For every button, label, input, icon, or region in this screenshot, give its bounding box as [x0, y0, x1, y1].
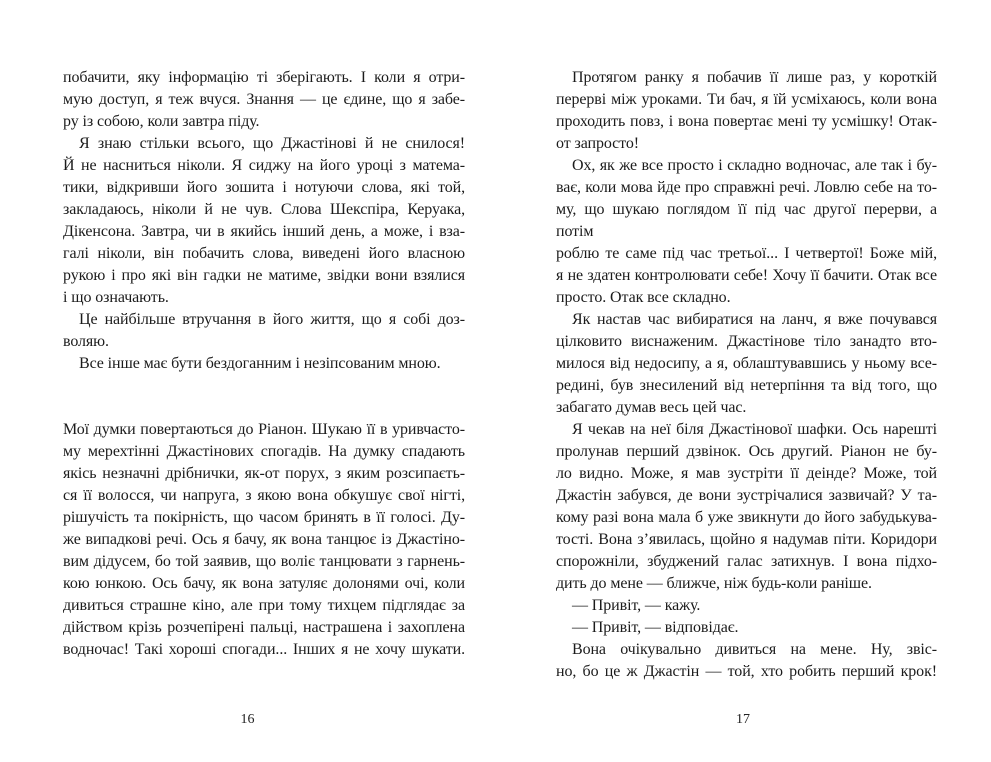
page-number-right: 17 [736, 712, 750, 727]
text-line: вим дідусем, бо той заявив, що воліє танцювати з гарнень- [63, 553, 465, 570]
paragraph [556, 419, 937, 595]
paragraph [63, 309, 465, 353]
paragraph [556, 617, 937, 639]
text-line: рукою і про які він гадки не матиме, звідки вони взялися [63, 267, 465, 284]
text-line: ло видно. Може, я мав зустріти її деінде? Може, той [556, 465, 937, 482]
book-page-left [63, 67, 465, 661]
text-line: Я знаю стільки всього, що Джастінові й не снилося! [79, 135, 465, 152]
book-page-right [556, 67, 937, 683]
text-line: тості. Вона з’явилась, щойно я надумав піти. Коридори [556, 531, 937, 548]
text-line: роблю те саме під час третьої... І четвертої! Боже мій, [556, 245, 937, 262]
text-line: дить до мене — ближче, ніж будь-коли раніше. [556, 575, 872, 592]
text-line: му мерехтінні Джастінових спогадів. На думку спадають [63, 443, 465, 460]
text-line: Все інше має бути бездоганним і незіпсованим мною. [79, 355, 441, 372]
text-line: рішучість та покірність, що часом бринять в її голосі. Ду- [63, 509, 465, 526]
paragraph [63, 133, 465, 309]
page-number-left: 16 [240, 712, 255, 727]
paragraph [556, 67, 937, 155]
text-line: дійством крізь розчепірені пальці, настрашена і захоплена [63, 619, 465, 636]
text-line: спорожніли, збуджений галас затихнув. І вона підхо- [556, 553, 937, 570]
text-line: Ох, як же все просто і складно водночас, але так і бу- [572, 157, 937, 174]
text-line: Вона очікувально дивиться на мене. Ну, звіс- [572, 641, 937, 658]
text-line: перерві між уроками. Ти бач, я їй усміхаюсь, коли вона [556, 91, 937, 108]
text-line: дивиться страшне кіно, але при тому тихцем підглядає за [63, 597, 465, 614]
paragraph [556, 595, 937, 617]
text-line: тики, відкривши його зошита і нотуючи слова, які той, [63, 179, 465, 196]
text-line: но, бо це ж Джастін — той, хто робить перший крок! [556, 663, 937, 680]
text-line: Протягом ранку я побачив її лише раз, у короткій [572, 69, 937, 86]
text-line: му, що шукаю поглядом її під час другої перерви, а потім [556, 201, 937, 240]
text-line: воляю. [63, 333, 109, 350]
text-line: кому разі вона мала б уже звикнути до його забудькува- [556, 509, 937, 526]
text-line: якісь незначні дрібнички, як-от порух, з яким розсипаєть- [63, 465, 465, 482]
paragraph [556, 639, 937, 683]
text-line: ває, коли мова йде про справжні речі. Ловлю себе на то- [556, 179, 937, 196]
paragraph [63, 419, 465, 661]
paragraph [556, 309, 937, 419]
text-line: Я чекав на неї біля Джастінової шафки. Ось нарешті [572, 421, 937, 438]
page-text [63, 67, 465, 661]
text-line: Мої думки повертаються до Ріанон. Шукаю її в уривчасто- [63, 421, 465, 438]
text-line: — Привіт, — кажу. [572, 597, 701, 614]
text-line: забагато думав весь цей час. [556, 399, 747, 416]
text-line: Джастін забувся, де вони зустрічалися зазвичай? У та- [556, 487, 937, 504]
paragraph [556, 155, 937, 309]
text-line: от запросто! [556, 135, 639, 152]
paragraph [63, 353, 465, 375]
text-line: Дікенсона. Завтра, чи в якийсь інший день, а може, і вза- [63, 223, 465, 240]
text-line: я не здатен контролювати себе! Хочу її бачити. Отак все [556, 267, 937, 284]
text-line: Це найбільше втручання в його життя, що я собі доз- [79, 311, 465, 328]
text-line: мую доступ, я теж вчуся. Знання — це єдине, що я забе- [63, 91, 465, 108]
paragraph [63, 67, 465, 133]
text-line: водночас! Такі хороші спогади... Інших я не хочу шукати. [63, 641, 465, 658]
text-line: кою юнкою. Ось бачу, як вона затуляє долонями очі, коли [63, 575, 465, 592]
text-line: ру із собою, коли завтра піду. [63, 113, 260, 130]
text-line: цілковито виснаженим. Джастінове тіло занадто вто- [556, 333, 937, 350]
text-line: редині, був знесилений від нетерпіння та від того, що [556, 377, 937, 394]
text-line: пролунав перший дзвінок. Ось другий. Ріанон не бу- [556, 443, 937, 460]
text-line: же випадкові речі. Ось я бачу, як вона танцює із Джастіно- [63, 531, 465, 548]
text-line: милося від недосипу, а я, облаштувавшись у ньому все- [556, 355, 937, 372]
text-line: — Привіт, — відповідає. [572, 619, 739, 636]
page-text [556, 67, 937, 683]
text-line: і що означають. [63, 289, 169, 306]
text-line: закладаюсь, ніколи й не чув. Слова Шекспіра, Керуака, [63, 201, 465, 218]
text-line: галі ніколи, він побачить слова, виведені його власною [63, 245, 465, 262]
text-line: просто. Отак все складно. [556, 289, 731, 306]
text-line: проходить повз, і вона повертає мені ту усмішку! Отак- [556, 113, 937, 130]
text-line: ся її волосся, чи напруга, з якою вона обкушує свої нігті, [63, 487, 465, 504]
text-line: Й не насниться ніколи. Я сиджу на його уроці з матема- [63, 157, 465, 174]
text-line: побачити, яку інформацію ті зберігають. І коли я отри- [63, 69, 465, 86]
text-line: Як настав час вибиратися на ланч, я вже почувався [572, 311, 937, 328]
